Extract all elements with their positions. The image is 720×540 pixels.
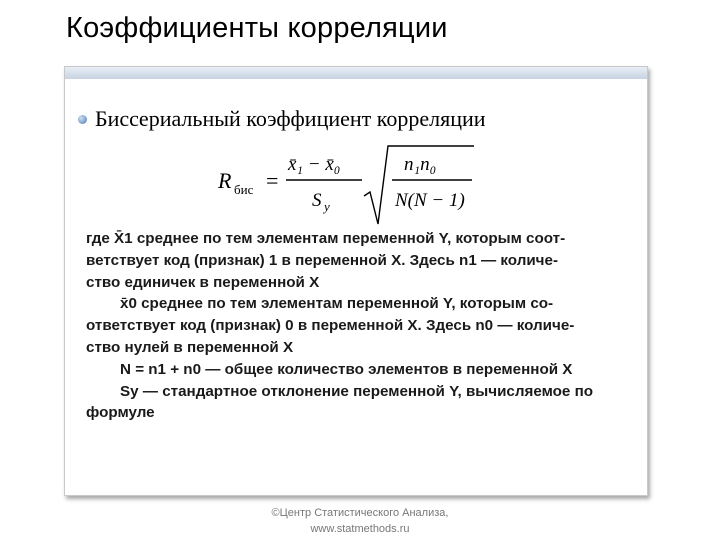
footer-website: www.statmethods.ru [310, 523, 410, 535]
formula-denominator-subscript: y [324, 199, 330, 214]
definition-line: ответствует код (признак) 0 в переменной X. Здесь n0 — количе- [86, 317, 575, 335]
formula-denominator-right: N(N − 1) [395, 190, 465, 211]
definition-line: формуле [86, 404, 155, 422]
bullet-heading: Бисcериальный коэффициент корреляции [95, 106, 486, 131]
formula-denominator-left: S [312, 190, 322, 211]
formula-lhs-subscript: бис [234, 182, 254, 197]
definition-line: где X̄1 среднее по тем элементам переменной Y, которым соот- [86, 230, 566, 247]
biserial-formula [212, 144, 482, 228]
definition-line: ветствует код (признак) 1 в переменной X. Здесь n1 — количе- [86, 251, 558, 269]
definition-line: ство нулей в переменной X [86, 338, 294, 356]
footer-credit [240, 505, 480, 537]
definition-line: Sy — стандартное отклонение переменной Y, вычисляемое по [120, 382, 594, 400]
panel-header-bar [65, 67, 647, 79]
footer-organization: ©Центр Статистического Анализа, [271, 507, 449, 519]
definition-line: x̄0 среднее по тем элементам переменной Y, которым со- [120, 295, 554, 313]
formula-numerator-left: x̄₁ − x̄₀ [288, 154, 341, 175]
definition-line: ство единичек в переменной X [86, 273, 320, 291]
formula-numerator-right: n₁n₀ [404, 154, 437, 175]
formula-equals: = [266, 168, 279, 193]
formula-lhs: R [218, 168, 232, 193]
definitions-text [86, 228, 620, 424]
definition-line: N = n1 + n0 — общее количество элементов в переменной X [120, 360, 573, 378]
bullet-icon [78, 115, 87, 124]
bullet-item [78, 106, 486, 132]
slide-title: Коэффициенты корреляции [66, 12, 448, 44]
